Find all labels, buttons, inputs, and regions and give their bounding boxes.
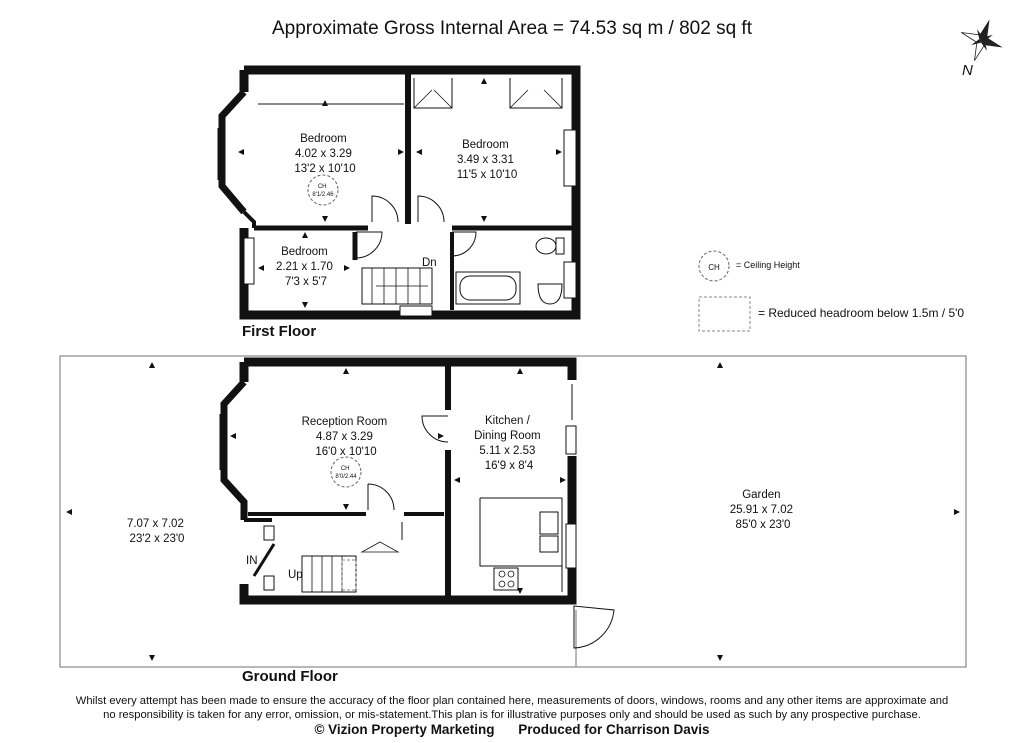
legend-ch-symbol: CH — [708, 263, 720, 272]
svg-text:Kitchen / Dining Room — [474, 415, 544, 472]
svg-text:7.07 x 7.02 23'2 x 23'0 — [127, 518, 187, 545]
copyright-text: © Vizion Property Marketing — [314, 722, 495, 737]
garden-name: Garden — [742, 489, 781, 501]
svg-text:CH 8'1/2.46 — [312, 184, 334, 198]
ceiling-height-marker-reception — [331, 457, 361, 487]
kitchen-imperial: 16'9 x 8'4 — [484, 460, 534, 472]
bedroom3-metric: 2.21 x 1.70 — [275, 261, 333, 273]
first-floor-label: First Floor — [242, 323, 317, 340]
entrance-label: IN — [246, 555, 258, 567]
svg-text:Bedroom 3.49 x 3.31 11 — [457, 139, 517, 181]
reception-ch-value: 8'0/2.44 — [335, 474, 357, 480]
first-floor-stairs-label: Dn — [422, 257, 437, 269]
compass-north-label: N — [962, 62, 973, 79]
garden-metric: 25.91 x 7.02 — [729, 504, 794, 516]
bedroom1-imperial: 13'2 x 10'10 — [294, 163, 356, 175]
ground-floor-stairs-label: Up — [288, 569, 303, 581]
svg-text:Reception Room 4.87 x 3.29 — [302, 416, 391, 458]
legend-reduced-headroom-box-icon — [699, 297, 750, 331]
bedroom1-ch-value: 8'1/2.46 — [312, 192, 334, 198]
reception-imperial: 16'0 x 10'10 — [315, 446, 377, 458]
bedroom1-metric: 4.02 x 3.29 — [294, 148, 352, 160]
bedroom2-metric: 3.49 x 3.31 — [456, 154, 514, 166]
bedroom2-imperial: 11'5 x 10'10 — [456, 169, 518, 181]
svg-text:Bedroom 4.02 x 3.29 13 — [294, 133, 355, 175]
legend-reduced-text: = Reduced headroom below 1.5m / 5'0 — [758, 306, 965, 320]
bedroom3-imperial: 7'3 x 5'7 — [284, 276, 328, 288]
first-floor-plan — [218, 70, 576, 316]
ceiling-height-marker-bedroom — [308, 175, 338, 205]
front-garden-imperial: 23'2 x 23'0 — [129, 533, 185, 545]
bedroom1-name: Bedroom — [300, 133, 347, 145]
disclaimer-line-1: Whilst every attempt has been made to ensure the accuracy of the floor plan contained here, measurements of doors, windows, rooms and any other items are approximate and — [75, 695, 949, 707]
garden-imperial: 85'0 x 23'0 — [735, 519, 791, 531]
produced-for-text: Produced for Charrison Davis — [518, 722, 710, 737]
area-title: Approximate Gross Internal Area = 74.53 sq m / 802 sq ft — [271, 18, 752, 39]
bedroom1-ch-label: CH — [317, 184, 327, 190]
ground-floor-label: Ground Floor — [242, 668, 338, 685]
ground-floor-plan — [60, 356, 966, 667]
bedroom3-name: Bedroom — [281, 246, 328, 258]
reception-metric: 4.87 x 3.29 — [315, 431, 373, 443]
bedroom2-name: Bedroom — [462, 139, 509, 151]
kitchen-metric: 5.11 x 2.53 — [479, 445, 536, 457]
disclaimer-line-2: no responsibility is taken for any error, omission, or mis-statement.This plan is for illustrative purposes only and should be used as such by any prospective purchase. — [103, 709, 921, 721]
reception-name: Reception Room — [301, 416, 388, 428]
kitchen-name-line2: Dining Room — [474, 430, 541, 442]
legend-ch-text: = Ceiling Height — [736, 260, 800, 270]
compass-rose-icon — [960, 18, 1004, 62]
kitchen-name-line1: Kitchen / — [485, 415, 530, 427]
svg-text:Bedroom 2.21 x 1.70 7' — [276, 246, 336, 288]
reception-ch-label: CH — [340, 466, 350, 472]
credits — [0, 722, 1024, 737]
svg-text:CH 8'0/2.44 — [335, 466, 357, 480]
front-garden-metric: 7.07 x 7.02 — [126, 518, 184, 530]
svg-text:Garden 25.91 x 7.02 85 — [730, 489, 797, 531]
